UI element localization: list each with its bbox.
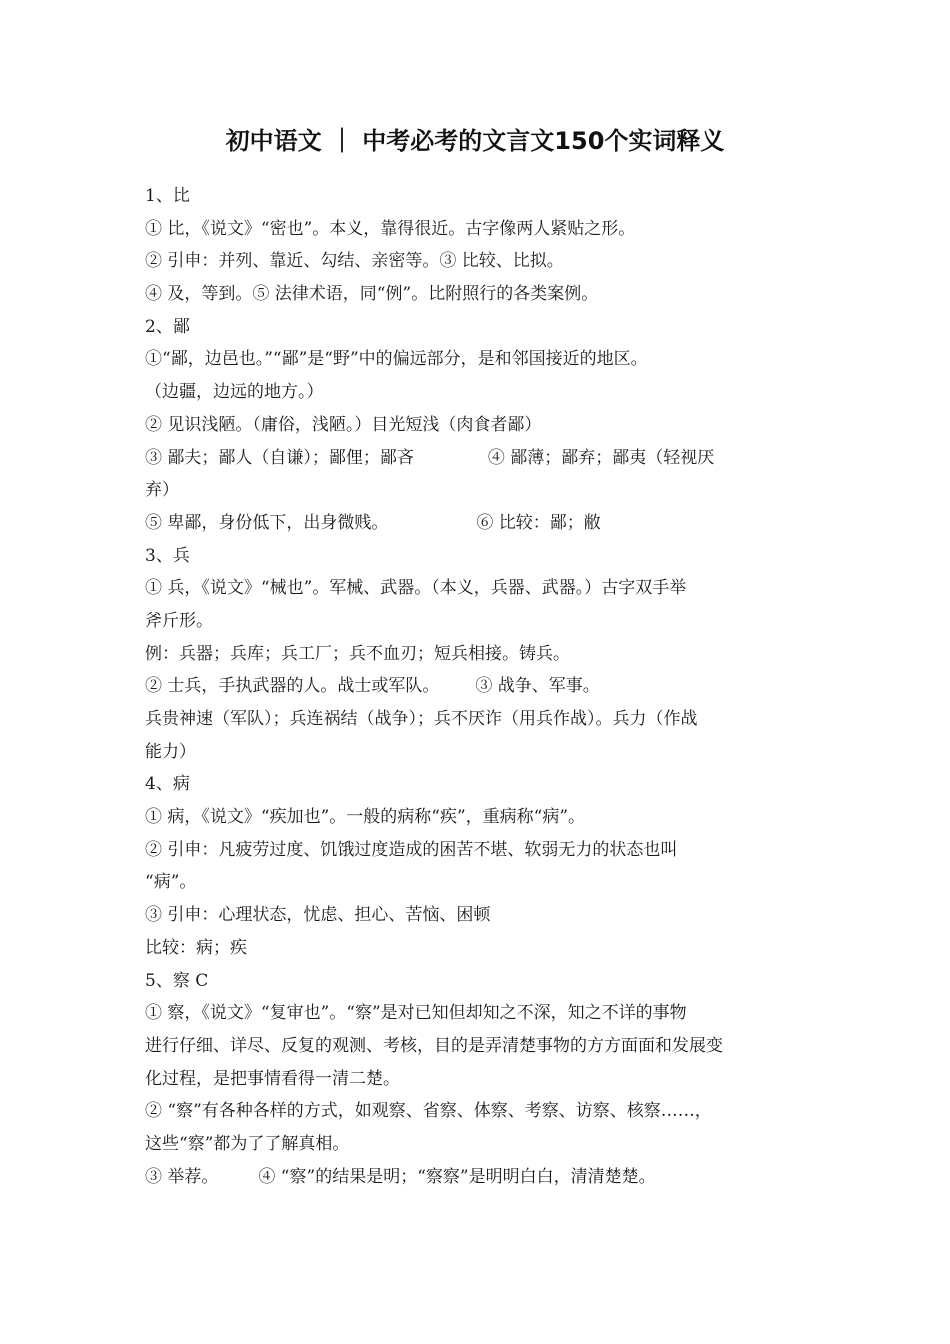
text-line: 斧斤形。	[145, 610, 213, 631]
text-line: 兵贵神速（军队）；兵连祸结（战争）；兵不厌诈（用兵作战）。兵力（作战	[145, 709, 698, 729]
text-segment: ② 士兵，手执武器的人。战士或军队。	[145, 676, 440, 697]
text-line-split	[145, 442, 810, 475]
text-line: 能力）	[145, 741, 196, 762]
document-title: 初中语文 ｜ 中考必考的文言文150个实词释义	[225, 127, 725, 155]
text-segment: ⑥ 比较：鄙；敝	[476, 512, 601, 533]
text-line: 弃）	[145, 480, 179, 501]
entry-heading: 2、鄙	[145, 316, 190, 337]
text-line: 比较：病；疾	[145, 937, 247, 958]
entry-heading: 4、病	[145, 774, 190, 795]
text-line: 进行仔细、详尽、反复的观测、考核，目的是弄清楚事物的方方面面和发展变	[145, 1035, 723, 1056]
text-segment: ③ 鄙夫；鄙人（自谦）；鄙俚；鄙吝	[145, 447, 414, 468]
text-line: 例：兵器；兵库；兵工厂；兵不血刃；短兵相接。铸兵。	[145, 643, 570, 664]
entry-heading: 3、兵	[145, 545, 190, 566]
text-line: 这些“察”都为了了解真相。	[145, 1133, 350, 1154]
text-line: ④ 及，等到。⑤ 法律术语，同“例”。比附照行的各类案例。	[145, 284, 599, 305]
text-segment: ③ 战争、军事。	[475, 676, 600, 697]
document-body	[145, 180, 810, 1193]
text-line-split	[145, 670, 810, 703]
text-segment: ④ “察”的结果是明；“察察”是明明白白，清清楚楚。	[258, 1166, 656, 1187]
text-line-split	[145, 1161, 810, 1194]
text-segment: ③ 举荐。	[145, 1166, 219, 1187]
text-line: ① 比，《说文》“密也”。本义，靠得很近。古字像两人紧贴之形。	[145, 218, 636, 239]
text-line: ② 见识浅陋。（庸俗，浅陋。）目光短浅（肉食者鄙）	[145, 414, 542, 435]
entry-heading: 5、察 C	[145, 970, 209, 991]
text-line: （边疆，边远的地方。）	[145, 382, 324, 403]
text-line: ① 察，《说文》“复审也”。“察”是对已知但却知之不深，知之不详的事物	[145, 1003, 687, 1024]
text-line: ① 病，《说文》“疾加也”。一般的病称“疾”，重病称“病”。	[145, 807, 586, 828]
text-line: “病”。	[145, 872, 197, 893]
text-segment: ⑤ 卑鄙，身份低下，出身微贱。	[145, 512, 389, 533]
text-segment: ④ 鄙薄；鄙弃；鄙夷（轻视厌	[487, 447, 715, 468]
text-line: ① 兵，《说文》“械也”。军械、武器。（本义，兵器、武器。）古字双手举	[145, 578, 687, 599]
text-line: ② 引申：并列、靠近、勾结、亲密等。③ 比较、比拟。	[145, 251, 564, 272]
text-line: 化过程，是把事情看得一清二楚。	[145, 1068, 400, 1089]
text-line: ③ 引申：心理状态，忧虑、担心、苦恼、困顿	[145, 905, 491, 926]
entry-heading: 1、比	[145, 186, 190, 206]
text-line-split	[145, 507, 810, 540]
text-line: ② 引申：凡疲劳过度、饥饿过度造成的困苦不堪、软弱无力的状态也叫	[145, 839, 678, 860]
text-line: ①“鄙，边邑也。”“鄙”是“野”中的偏远部分，是和邻国接近的地区。	[145, 349, 648, 370]
text-line: ② “察”有各种各样的方式，如观察、省察、体察、考察、访察、核察……，	[145, 1101, 712, 1122]
